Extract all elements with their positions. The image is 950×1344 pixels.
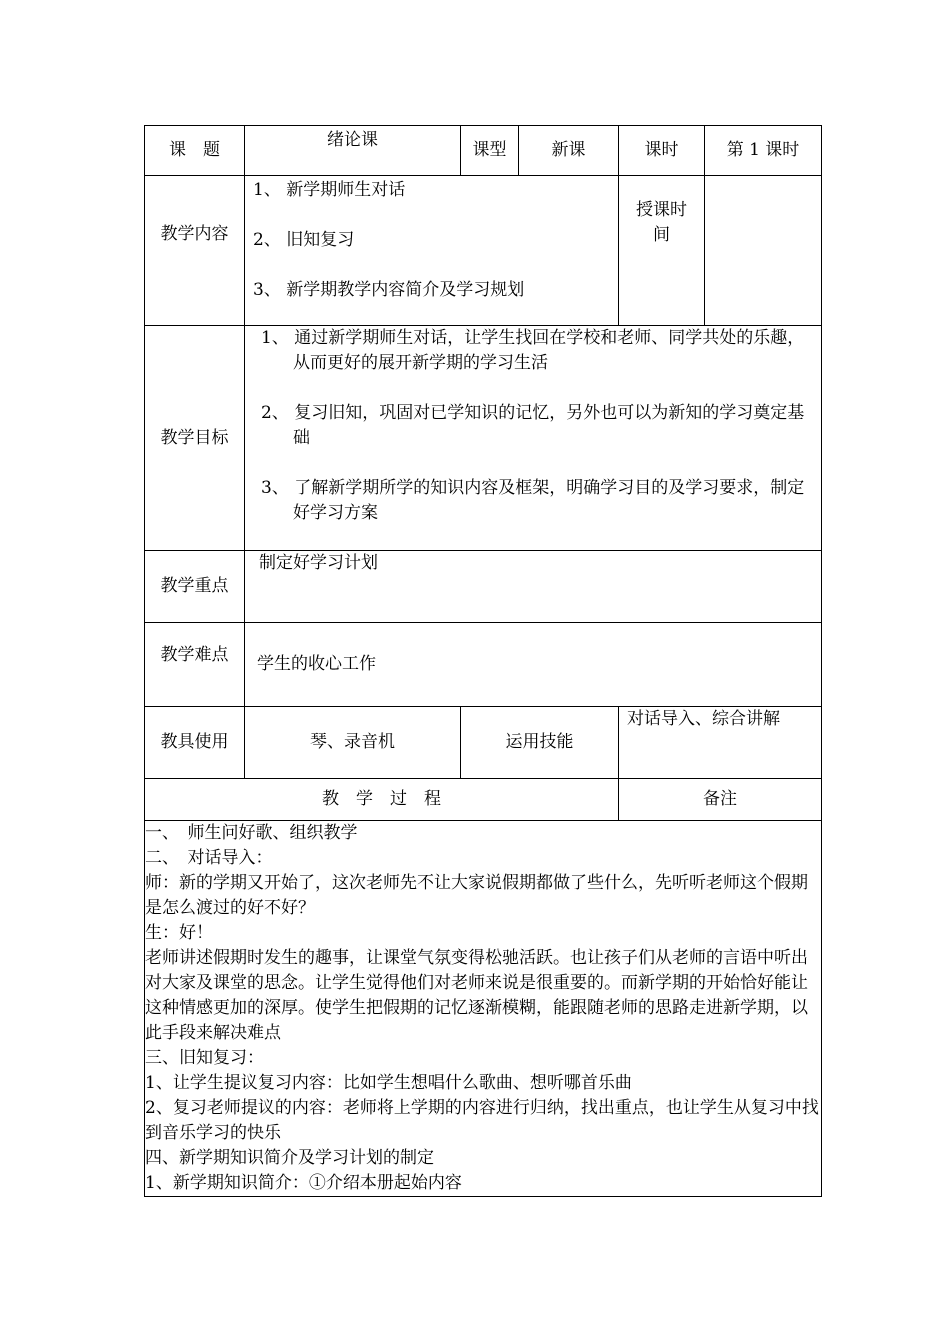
skills-label: 运用技能 [461,707,619,779]
key-point-row [145,551,822,623]
process-line: 2、复习老师提议的内容：老师将上学期的内容进行归纳，找出重点，也让学生从复习中找到音乐学习的快乐 [145,1098,819,1143]
content-cell [245,176,619,326]
tools-row [145,707,822,779]
goal-item: 3、 了解新学期所学的知识内容及框架，明确学习目的及学习要求，制定好学习方案 [261,478,805,523]
difficulty-row [145,623,822,707]
lesson-plan-table [144,125,822,1197]
process-line: 1、新学期知识简介：①介绍本册起始内容 [145,1173,462,1193]
process-line: 四、新学期知识简介及学习计划的制定 [145,1148,434,1168]
content-label: 教学内容 [145,176,245,326]
goal-item: 2、 复习旧知，巩固对已学知识的记忆，另外也可以为新知的学习奠定基础 [261,403,805,448]
type-value: 新课 [519,126,619,176]
content-item: 3、 新学期教学内容简介及学习规划 [253,280,525,300]
topic-label: 课 题 [145,126,245,176]
tools-label: 教具使用 [145,707,245,779]
type-label: 课型 [461,126,519,176]
goals-row [145,326,822,551]
lesson-time-value [705,176,822,326]
lesson-time-label: 授课时间 [619,176,705,326]
difficulty-label: 教学难点 [145,623,245,707]
process-line: 二、 对话导入： [145,848,273,868]
process-line: 一、 师生问好歌、组织教学 [145,823,358,843]
process-line: 1、让学生提议复习内容：比如学生想唱什么歌曲、想听哪首乐曲 [145,1073,632,1093]
process-label: 教 学 过 程 [145,779,619,821]
topic-value: 绪论课 [245,126,461,176]
header-row [145,126,822,176]
process-header-row [145,779,822,821]
process-body [145,821,822,1197]
process-line: 师：新的学期又开始了，这次老师先不让大家说假期都做了些什么，先听听老师这个假期是怎么渡过的好不好？ [145,873,808,918]
goals-label: 教学目标 [145,326,245,551]
key-point-label: 教学重点 [145,551,245,623]
tools-value: 琴、录音机 [245,707,461,779]
process-line: 三、旧知复习： [145,1048,264,1068]
skills-value: 对话导入、综合讲解 [619,707,822,779]
process-line: 老师讲述假期时发生的趣事，让课堂气氛变得松驰活跃。也让孩子们从老师的言语中听出对大家及课堂的思念。让学生觉得他们对老师来说是很重要的。而新学期的开始恰好能让这种情感更加的深厚。使学生把假期的记忆逐渐模糊，能跟随老师的思路走进新学期，以此手段来解决难点 [145,948,808,1043]
period-value: 第 1 课时 [705,126,822,176]
difficulty-value: 学生的收心工作 [245,623,822,707]
goals-cell [245,326,822,551]
content-row [145,176,822,326]
period-label: 课时 [619,126,705,176]
process-line: 生：好！ [145,923,213,943]
goal-item: 1、 通过新学期师生对话，让学生找回在学校和老师、同学共处的乐趣，从而更好的展开新学期的学习生活 [261,328,805,373]
notes-label: 备注 [619,779,822,821]
content-item: 2、 旧知复习 [253,230,355,250]
content-item: 1、 新学期师生对话 [253,180,406,200]
key-point-value: 制定好学习计划 [245,551,822,623]
process-body-row [145,821,822,1197]
